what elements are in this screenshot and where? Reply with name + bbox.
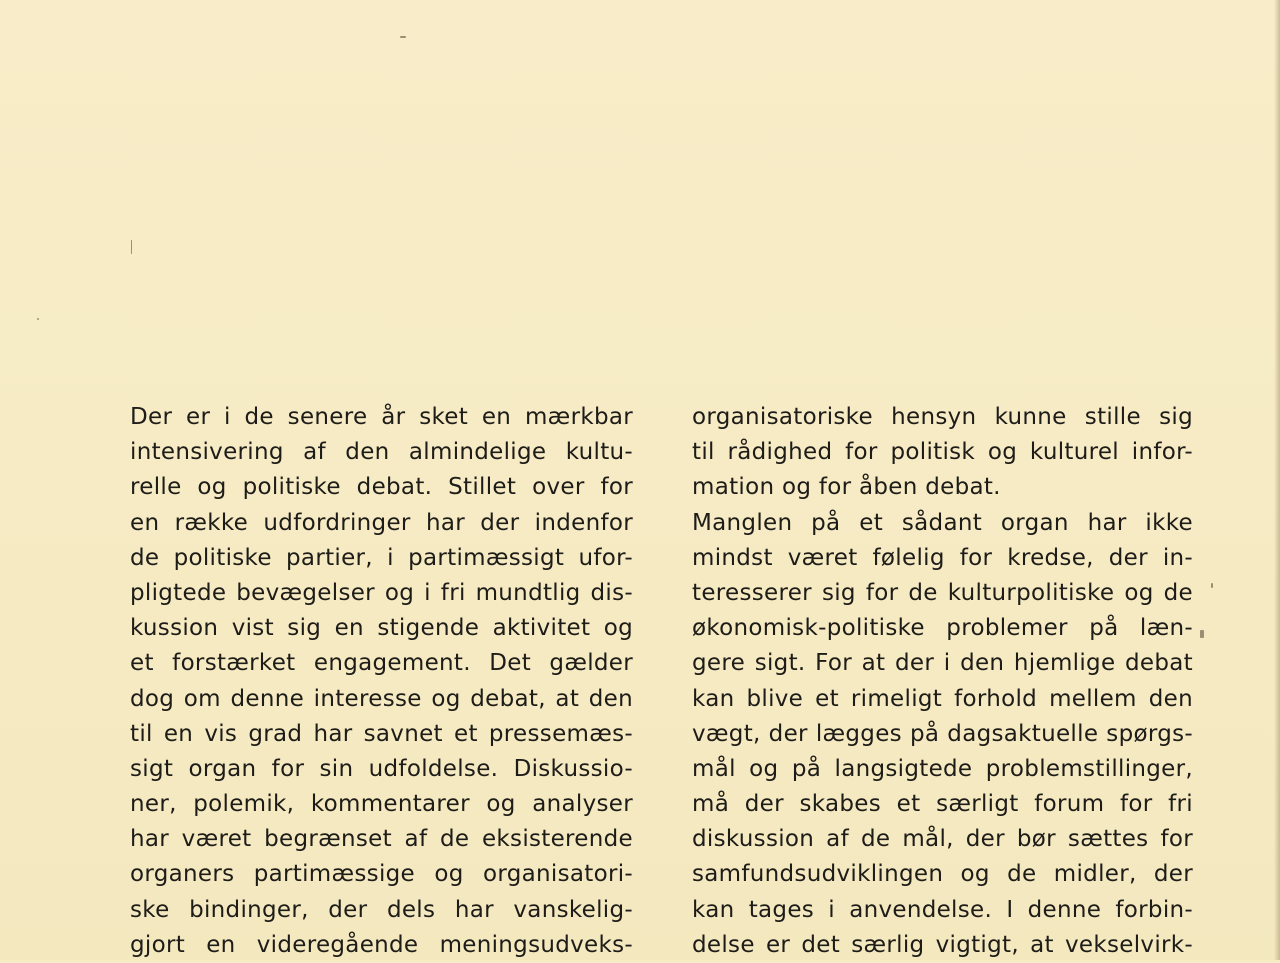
text-line: gere sigt. For at der i den hjemlige debat: [692, 650, 1193, 677]
text-line: samfundsudviklingen og de midler, der: [692, 861, 1193, 888]
text-line: ske bindinger, der dels har vanskelig-: [130, 896, 633, 923]
paper-speck: [131, 240, 132, 254]
text-line: kussion vist sig en stigende aktivitet og: [130, 615, 633, 642]
paper-speck: [1211, 583, 1213, 588]
text-line: kan tages i anvendelse. I denne forbin-: [692, 896, 1193, 923]
text-line: mindst været følelig for kredse, der in-: [692, 544, 1193, 571]
text-line: til en vis grad har savnet et pressemæs-: [130, 720, 633, 747]
text-line: dog om denne interesse og debat, at den: [130, 685, 633, 712]
text-line: relle og politiske debat. Stillet over for: [130, 474, 633, 501]
text-line: mål og på langsigtede problemstillinger,: [692, 755, 1193, 782]
paper-speck: [400, 36, 406, 38]
text-line: delse er det særlig vigtigt, at vekselvirk-: [692, 931, 1193, 958]
text-line: en række udfordringer har der indenfor: [130, 509, 633, 536]
text-line: må der skabes et særligt forum for fri: [692, 791, 1193, 818]
text-line: vægt, der lægges på dagsaktuelle spørgs-: [692, 720, 1193, 747]
text-line: teresserer sig for de kulturpolitiske og de: [692, 579, 1193, 606]
text-line: Der er i de senere år sket en mærkbar: [130, 404, 633, 430]
text-line: intensivering af den almindelige kultu-: [130, 439, 633, 466]
text-line: kan blive et rimeligt forhold mellem den: [692, 685, 1193, 712]
text-line: et forstærket engagement. Det gælder: [130, 650, 633, 677]
text-line: økonomisk-politiske problemer på læn-: [692, 615, 1193, 642]
text-line: til rådighed for politisk og kulturel infor-: [692, 439, 1193, 466]
text-line: har været begrænset af de eksisterende: [130, 826, 633, 853]
text-line: gjort en videregående meningsudveks-: [130, 931, 633, 958]
text-line: organisatoriske hensyn kunne stille sig: [692, 404, 1193, 430]
text-line: sigt organ for sin udfoldelse. Diskussio-: [130, 755, 633, 782]
text-line: pligtede bevægelser og i fri mundtlig dis-: [130, 579, 633, 606]
text-line: Manglen på et sådant organ har ikke: [692, 509, 1193, 536]
text-line: diskussion af de mål, der bør sættes for: [692, 826, 1193, 853]
paper-speck: [1200, 630, 1204, 638]
text-line: de politiske partier, i partimæssigt ufor-: [130, 544, 633, 571]
text-line: mation og for åben debat.: [692, 474, 1001, 501]
left-column: [130, 400, 633, 963]
paper-speck: [37, 318, 39, 320]
page-edge-shadow: [1274, 0, 1280, 960]
right-column: [692, 400, 1193, 963]
text-line: ner, polemik, kommentarer og analyser: [130, 791, 633, 818]
text-line: organers partimæssige og organisatori-: [130, 861, 633, 888]
